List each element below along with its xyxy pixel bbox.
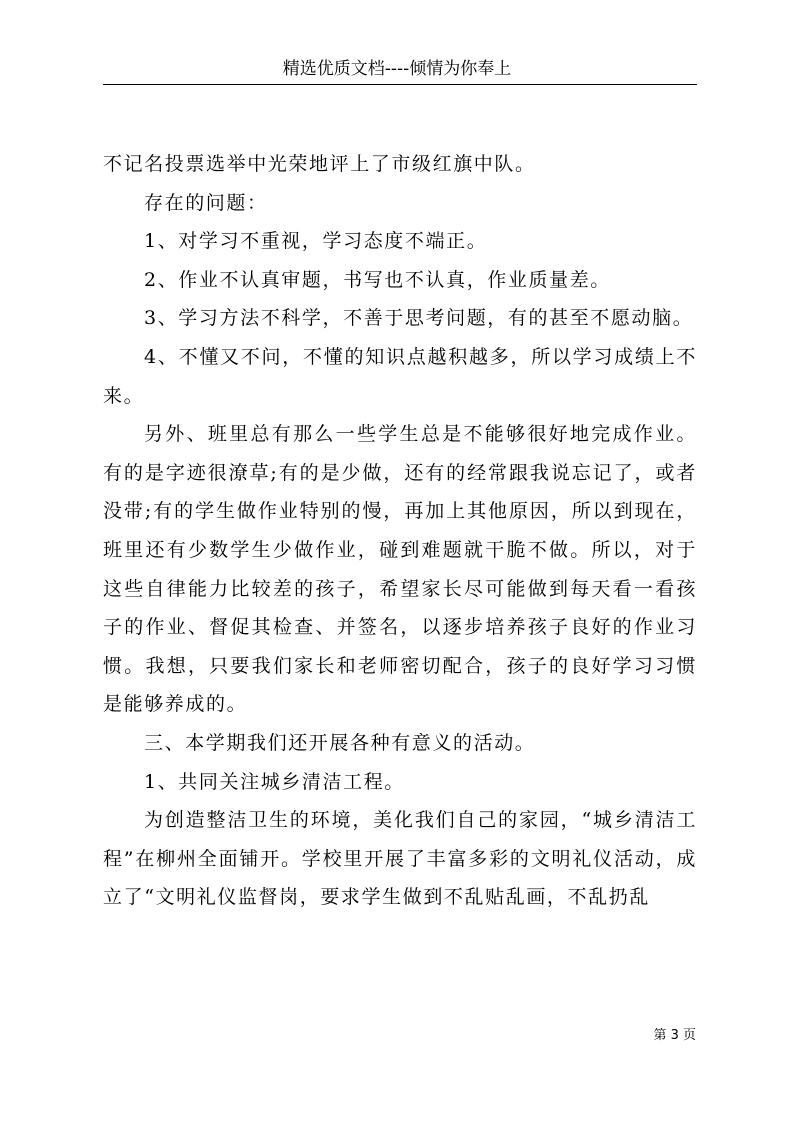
paragraph-problems-heading: 存在的问题：: [144, 191, 268, 214]
header-divider: [103, 84, 697, 85]
paragraph-problem-2: 2、作业不认真审题，书写也不认真，作业质量差。: [144, 268, 611, 291]
document-body: [103, 145, 697, 917]
paragraph-problem-3: 3、学习方法不科学，不善于思考问题，有的甚至不愿动脑。: [144, 307, 694, 330]
paragraph-activity-1: 1、共同关注城乡清洁工程。: [144, 770, 405, 793]
paragraph-continuation: 不记名投票选举中光荣地评上了市级红旗中队。: [103, 153, 536, 175]
paragraph-problem-4: 4、不懂又不问，不懂的知识点越积越多，所以学习成绩上不来。: [103, 345, 697, 407]
paragraph-homework: 另外、班里总有那么一些学生总是不能够很好地完成作业。有的是字迹很潦草;有的是少做，还有的经常跟我说忘记了，或者没带;有的学生做作业特别的慢，再加上其他原因，所以到现在，班里还有少数学生少做作业，碰到难题就干脆不做。所以，对于这些自律能力比较差的孩子，希望家长尽可能做到每天看一看孩子的作业、督促其检查、并签名，以逐步培养孩子良好的作业习惯。我想，只要我们家长和老师密切配合，孩子的良好学习习惯是能够养成的。: [103, 423, 697, 716]
paragraph-activities-heading: 三、本学期我们还开展各种有意义的活动。: [144, 731, 536, 754]
page-number: 第 3 页: [653, 1028, 696, 1043]
paragraph-problem-1: 1、对学习不重视，学习态度不端正。: [144, 230, 488, 253]
paragraph-clean-project: 为创造整洁卫生的环境，美化我们自己的家园，“城乡清洁工程”在柳州全面铺开。学校里开展了丰富多彩的文明礼仪活动，成立了“文明礼仪监督岗，要求学生做到不乱贴乱画，不乱扔乱: [103, 809, 697, 909]
page-header-title: 精选优质文档----倾情为你奉上: [282, 59, 512, 79]
